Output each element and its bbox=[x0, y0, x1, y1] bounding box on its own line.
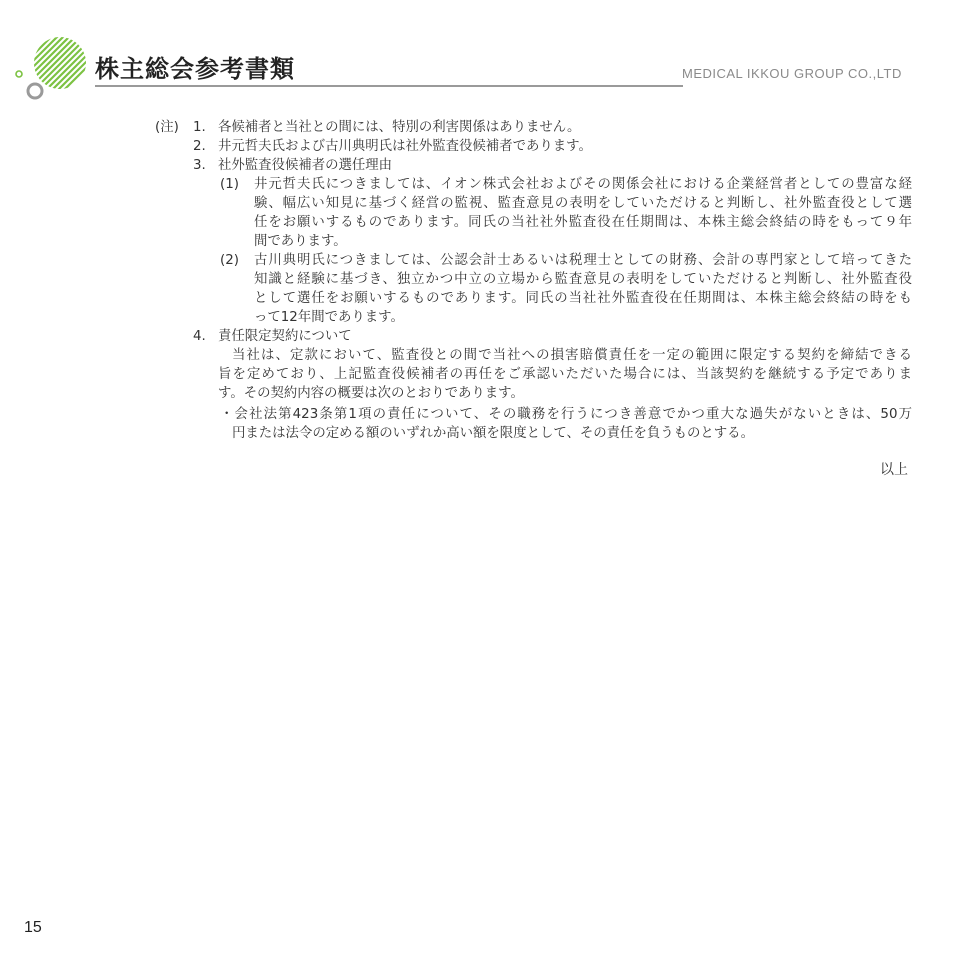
sub-item-2-line: 知識と経験に基づき、独立かつ中立の立場から監査意見の表明をしていただけると判断し、社外監査役 bbox=[254, 272, 912, 287]
item-number: 1. bbox=[193, 120, 206, 135]
sub-item-1-line: 間であります。 bbox=[254, 234, 347, 249]
closing-mark: 以上 bbox=[880, 462, 908, 478]
page-number: 15 bbox=[24, 919, 42, 936]
notes-prefix: (注) bbox=[155, 120, 179, 135]
sub-item-1-line: 井元哲夫氏につきましては、イオン株式会社およびその関係会社における企業経営者としての豊富な経 bbox=[254, 177, 912, 192]
note-item-1: 各候補者と当社との間には、特別の利害関係はありません。 bbox=[218, 120, 581, 135]
title-divider bbox=[95, 85, 683, 87]
item-4-paragraph-line: す。その契約内容の概要は次のとおりであります。 bbox=[218, 386, 524, 401]
note-item-2: 井元哲夫氏および古川典明氏は社外監査役候補者であります。 bbox=[218, 139, 592, 154]
sub-item-2-line: として選任をお願いするものであります。同氏の当社社外監査役在任期間は、本株主総会終結の時をも bbox=[254, 291, 912, 306]
item-4-paragraph-line: 当社は、定款において、監査役との間で当社への損害賠償責任を一定の範囲に限定する契約を締結できる bbox=[232, 348, 912, 363]
company-logo-icon bbox=[14, 34, 104, 104]
item-number: 3. bbox=[193, 158, 206, 173]
sub-item-1-line: 験、幅広い知見に基づく経営の監視、監査意見の表明をしていただけると判断し、社外監査役として選 bbox=[254, 196, 912, 211]
page-title: 株主総会参考書類 bbox=[95, 55, 295, 83]
note-item-4: 責任限定契約について bbox=[218, 329, 352, 344]
company-name: MEDICAL IKKOU GROUP CO.,LTD bbox=[682, 66, 902, 81]
bullet-line: 円または法令の定める額のいずれか高い額を限度として、その責任を負うものとする。 bbox=[232, 426, 754, 441]
sub-item-number: (1) bbox=[220, 177, 239, 192]
item-4-paragraph-line: 旨を定めており、上記監査役候補者の再任をご承認いただいた場合には、当該契約を継続する予定でありま bbox=[218, 367, 912, 382]
item-number: 4. bbox=[193, 329, 206, 344]
sub-item-number: (2) bbox=[220, 253, 239, 268]
note-item-3: 社外監査役候補者の選任理由 bbox=[218, 158, 393, 173]
bullet-line: ・会社法第423条第1項の責任について、その職務を行うにつき善意でかつ重大な過失がないときは、50万 bbox=[220, 407, 912, 422]
sub-item-2-line: 古川典明氏につきましては、公認会計士あるいは税理士としての財務、会計の専門家として培ってきた bbox=[254, 253, 912, 268]
item-number: 2. bbox=[193, 139, 206, 154]
sub-item-1-line: 任をお願いするものであります。同氏の当社社外監査役在任期間は、本株主総会終結の時をもって９年 bbox=[254, 215, 912, 230]
sub-item-2-line: って12年間であります。 bbox=[254, 310, 404, 325]
